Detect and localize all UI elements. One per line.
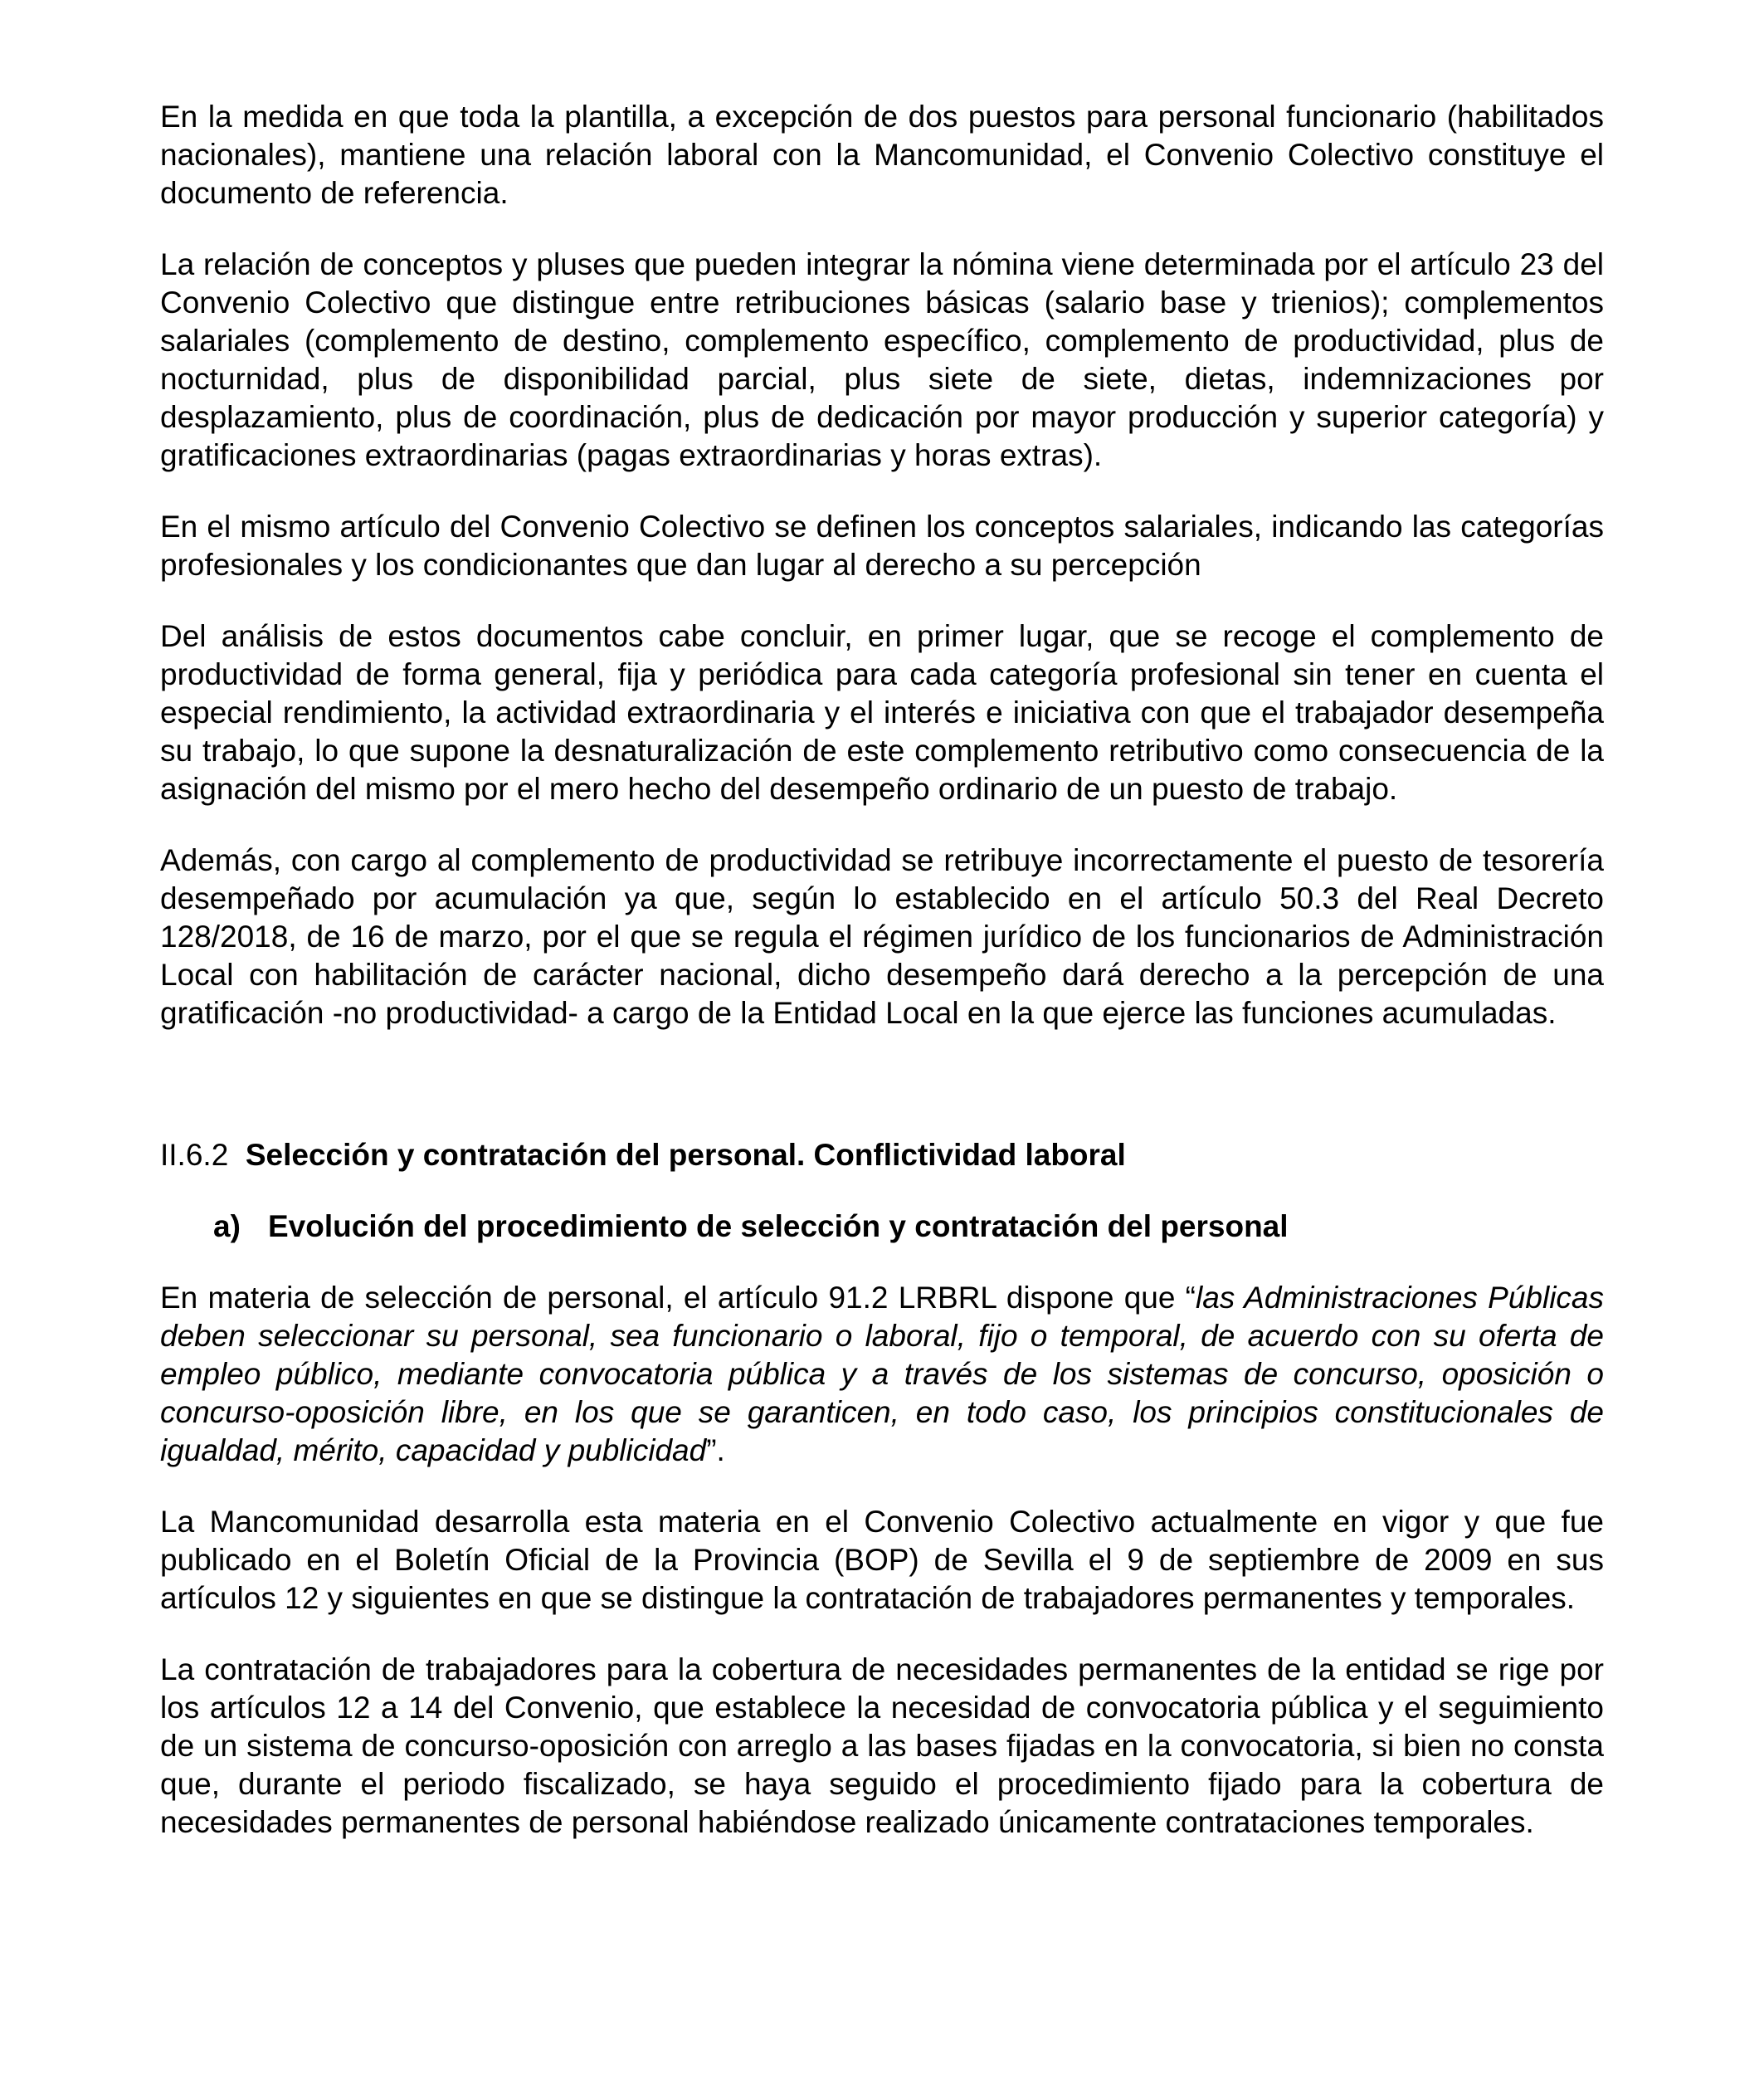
quote-text: las Administraciones Públicas deben seleccionar su personal, sea funcionario o laboral, fijo o temporal, de acuerdo con su oferta de empleo público, mediante convocatoria pública y a través de los sistemas de concurso, oposición o concurso-oposición libre, en los que se garanticen, en todo caso, los principios constitucionales de igualdad, mérito, capacidad y publicidad <box>160 1281 1604 1467</box>
quote-lead: En materia de selección de personal, el artículo 91.2 LRBRL dispone que “ <box>160 1281 1196 1315</box>
subsection-title: Evolución del procedimiento de selección y contratación del personal <box>268 1209 1289 1243</box>
subsection-letter: a) <box>213 1209 241 1243</box>
paragraph-convenio-colectivo: La Mancomunidad desarrolla esta materia en el Convenio Colectivo actualmente en vigor y que fue publicado en el Boletín Oficial de la Provincia (BOP) de Sevilla el 9 de septiembre de 2009 en sus artículos 12 y siguientes en que se distingue la contratación de trabajadores permanentes y temporales. <box>160 1505 1604 1615</box>
section-heading <box>160 1136 1604 1174</box>
paragraph-analisis: Del análisis de estos documentos cabe concluir, en primer lugar, que se recoge el complemento de productividad de forma general, fija y periódica para cada categoría profesional sin tener en cuenta el especial rendimiento, la actividad extraordinaria y el interés e iniciativa con que el trabajador desempeña su trabajo, lo que supone la desnaturalización de este complemento retributivo como consecuencia de la asignación del mismo por el mero hecho del desempeño ordinario de un puesto de trabajo. <box>160 619 1604 806</box>
subsection-heading <box>160 1208 1604 1246</box>
paragraph-contratacion-permanente: La contratación de trabajadores para la cobertura de necesidades permanentes de la entidad se rige por los artículos 12 a 14 del Convenio, que establece la necesidad de convocatoria pública y el seguimiento de un sistema de concurso-oposición con arreglo a las bases fijadas en la convocatoria, si bien no consta que, durante el periodo fiscalizado, se haya seguido el procedimiento fijado para la cobertura de necesidades permanentes de personal habiéndose realizado únicamente contrataciones temporales. <box>160 1652 1604 1839</box>
paragraph-conceptos-salariales: En el mismo artículo del Convenio Colectivo se definen los conceptos salariales, indicando las categorías profesionales y los condicionantes que dan lugar al derecho a su percepción <box>160 510 1604 582</box>
paragraph-lrbrl-quote <box>160 1279 1604 1470</box>
paragraph-plantilla: En la medida en que toda la plantilla, a excepción de dos puestos para personal funcionario (habilitados nacionales), mantiene una relación laboral con la Mancomunidad, el Convenio Colectivo constituye el documento de referencia. <box>160 100 1604 210</box>
section-number: II.6.2 <box>160 1138 229 1172</box>
paragraph-tesoreria: Además, con cargo al complemento de productividad se retribuye incorrectamente el puesto de tesorería desempeñado por acumulación ya que, según lo establecido en el artículo 50.3 del Real Decreto 128/2018, de 16 de marzo, por el que se regula el régimen jurídico de los funcionarios de Administración Local con habilitación de carácter nacional, dicho desempeño dará derecho a la percepción de una gratificación -no productividad- a cargo de la Entidad Local en la que ejerce las funciones acumuladas. <box>160 843 1604 1030</box>
section-title: Selección y contratación del personal. Conflictividad laboral <box>245 1138 1126 1172</box>
quote-tail: ”. <box>706 1433 725 1467</box>
document-page <box>160 98 1604 1875</box>
paragraph-conceptos-pluses: La relación de conceptos y pluses que pueden integrar la nómina viene determinada por el artículo 23 del Convenio Colectivo que distingue entre retribuciones básicas (salario base y trienios); complementos salariales (complemento de destino, complemento específico, complemento de productividad, plus de nocturnidad, plus de disponibilidad parcial, plus siete de siete, dietas, indemnizaciones por desplazamiento, plus de coordinación, plus de dedicación por mayor producción y superior categoría) y gratificaciones extraordinarias (pagas extraordinarias y horas extras). <box>160 247 1604 472</box>
